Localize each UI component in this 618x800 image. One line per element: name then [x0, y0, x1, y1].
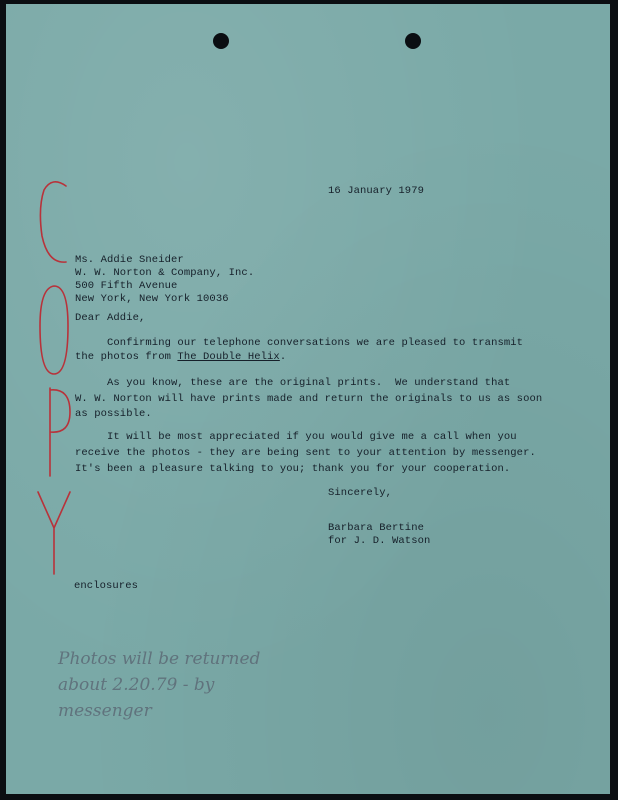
- p1-text-pre: the photos from: [75, 351, 178, 363]
- signer-name: Barbara Bertine: [328, 522, 425, 534]
- address-line-company: W. W. Norton & Company, Inc.: [75, 267, 255, 279]
- address-line-street: 500 Fifth Avenue: [75, 280, 178, 292]
- letter-date: 16 January 1979: [328, 185, 425, 197]
- handwritten-line-3: messenger: [58, 701, 152, 721]
- address-line-name: Ms. Addie Sneider: [75, 254, 184, 266]
- letter-page: [6, 4, 610, 794]
- paragraph-1-line-2: [75, 351, 286, 364]
- enclosures-note: enclosures: [74, 580, 139, 592]
- stamp-letter-y: [38, 492, 70, 574]
- stamp-letter-o: [40, 286, 68, 374]
- signer-on-behalf: for J. D. Watson: [328, 535, 431, 547]
- punch-hole-right: [405, 33, 421, 49]
- p1-text-post: .: [279, 351, 287, 363]
- stamp-letter-p: [50, 388, 70, 476]
- book-title: The Double Helix: [177, 351, 280, 363]
- stamp-letter-c: [40, 182, 66, 262]
- paragraph-1-line-1: Confirming our telephone conversations we are pleased to transmit: [75, 337, 524, 349]
- salutation: Dear Addie,: [75, 312, 146, 324]
- closing: Sincerely,: [328, 487, 393, 499]
- paragraph-2-line-2: W. W. Norton will have prints made and return the originals to us as soon: [75, 393, 543, 405]
- handwritten-line-2: about 2.20.79 - by: [58, 675, 215, 695]
- paragraph-3-line-2: receive the photos - they are being sent to your attention by messenger.: [75, 447, 536, 459]
- paragraph-2-line-3: as possible.: [75, 408, 152, 420]
- handwritten-line-1: Photos will be returned: [58, 649, 261, 669]
- address-line-city: New York, New York 10036: [75, 293, 229, 305]
- paragraph-3-line-1: It will be most appreciated if you would give me a call when you: [75, 431, 517, 443]
- copy-stamp: [32, 176, 76, 576]
- paragraph-2-line-1: As you know, these are the original prints. We understand that: [75, 377, 511, 389]
- paragraph-3-line-3: It's been a pleasure talking to you; thank you for your cooperation.: [75, 463, 511, 475]
- punch-hole-left: [213, 33, 229, 49]
